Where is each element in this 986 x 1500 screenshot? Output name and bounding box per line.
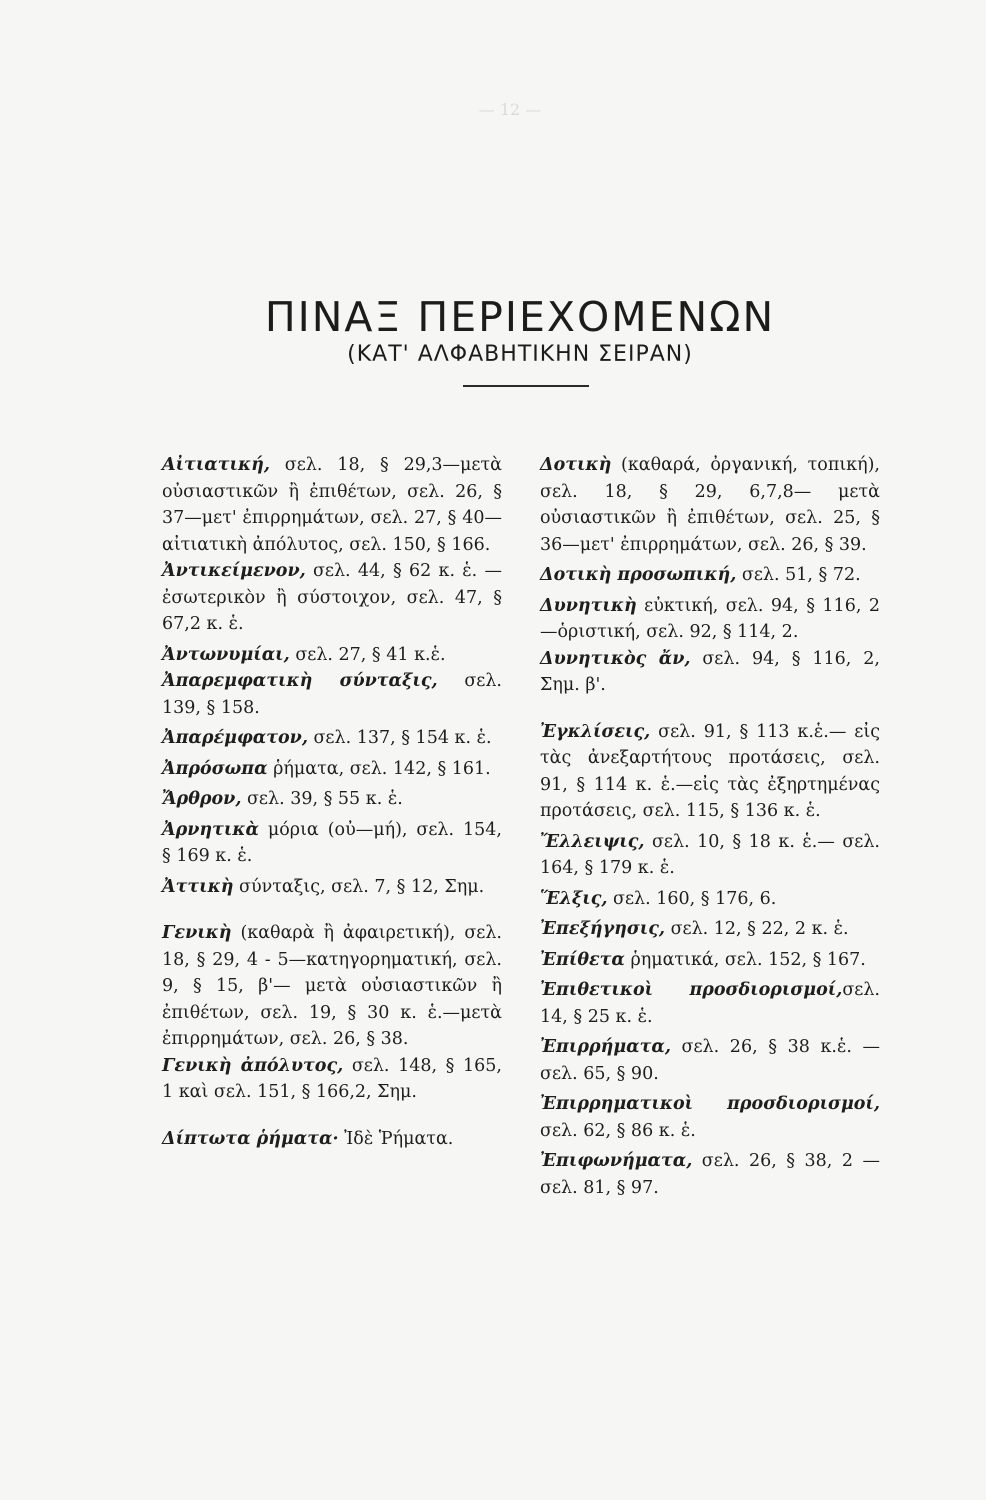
index-entry: Ἐπεξήγησις, σελ. 12, § 22, 2 κ. ἑ.	[540, 919, 849, 939]
index-entry: Γενικὴ (καθαρὰ ἢ ἀφαιρετική), σελ. 18, § 29, 4 - 5—κατηγορηματική, σελ. 9, § 15, β'— μετὰ οὐσιαστικῶν ἢ ἐπιθέτων, σελ. 19, § 30 κ. ἑ.—μετὰ ἐπιρρημάτων, σελ. 26, § 38.	[162, 923, 502, 1049]
index-entry: Δοτικὴ (καθαρά, ὀργανική, τοπική), σελ. 18, § 29, 6,7,8— μετὰ οὐσιαστικῶν ἢ ἐπιθέτων, σελ. 25, § 36—μετ' ἐπιρρημάτων, σελ. 26, § 39.	[540, 455, 880, 555]
index-entry: Ἄρθρον, σελ. 39, § 55 κ. ἑ.	[162, 789, 403, 809]
index-column-left	[162, 452, 502, 1152]
index-entry: Ἀντικείμενον, σελ. 44, § 62 κ. ἑ. — ἐσωτερικὸν ἢ σύστοιχον, σελ. 47, § 67,2 κ. ἑ.	[162, 561, 502, 634]
index-entry: Ἀπαρέμφατον, σελ. 137, § 154 κ. ἑ.	[162, 728, 492, 748]
title-rule	[463, 385, 589, 387]
index-entry: Ἐπιρρήματα, σελ. 26, § 38 κ.ἑ. —σελ. 65, § 90.	[540, 1037, 880, 1084]
index-entry: Δοτικὴ προσωπική, σελ. 51, § 72.	[540, 565, 861, 585]
index-entry: Ἀπαρεμφατικὴ σύνταξις, σελ. 139, § 158.	[162, 671, 502, 718]
index-entry: Ἀττικὴ σύνταξις, σελ. 7, § 12, Σημ.	[162, 876, 485, 897]
index-entry: Δυνητικὴ εὐκτική, σελ. 94, § 116, 2—ὁριστική, σελ. 92, § 114, 2.	[540, 595, 880, 642]
index-entry: Δυνητικὸς ἄν, σελ. 94, § 116, 2, Σημ. β'.	[540, 648, 880, 695]
index-entry: Δίπτωτα ῥήματα· Ἰδὲ Ῥήματα.	[162, 1128, 454, 1149]
index-entry: Ἔλλειψις, σελ. 10, § 18 κ. ἑ.— σελ. 164, § 179 κ. ἑ.	[540, 831, 880, 878]
index-entry: Ἐπίθετα ῥηματικά, σελ. 152, § 167.	[540, 949, 866, 970]
index-entry: Ἀντωνυμίαι, σελ. 27, § 41 κ.ἑ.	[162, 644, 446, 665]
index-entry: Ἕλξις, σελ. 160, § 176, 6.	[540, 888, 777, 909]
index-entry: Ἀρνητικὰ μόρια (οὐ—μή), σελ. 154, § 169 κ. ἑ.	[162, 819, 502, 866]
index-entry: Αἰτιατική, σελ. 18, § 29,3—μετὰ οὐσιαστικῶν ἢ ἐπιθέτων, σελ. 26, § 37—μετ' ἐπιρρημάτων, σελ. 27, § 40—αἰτιατικὴ ἀπόλυτος, σελ. 150, § 166.	[162, 455, 502, 555]
index-entry: Ἐπιφωνήματα, σελ. 26, § 38, 2 —σελ. 81, § 97.	[540, 1151, 880, 1198]
bleed-through-folio: — 12 —	[478, 100, 542, 119]
index-entry: Ἀπρόσωπα ῥήματα, σελ. 142, § 161.	[162, 758, 491, 779]
page-title: ΠΙΝΑΞ ΠΕΡΙΕΧΟΜΕΝΩΝ	[264, 293, 776, 341]
index-entry: Ἐπιθετικοὶ προσδιορισμοί,σελ. 14, § 25 κ. ἑ.	[540, 980, 880, 1027]
index-entry: Γενικὴ ἀπόλυτος, σελ. 148, § 165, 1 καὶ σελ. 151, § 166,2, Σημ.	[162, 1055, 502, 1102]
index-entry: Ἐπιρρηματικοὶ προσδιορισμοί, σελ. 62, § 86 κ. ἑ.	[540, 1094, 880, 1141]
index-column-right	[540, 452, 880, 1201]
index-entry: Ἐγκλίσεις, σελ. 91, § 113 κ.ἑ.— εἰς τὰς ἀνεξαρτήτους προτάσεις, σελ. 91, § 114 κ. ἑ.—εἰς τὰς ἐξηρτημένας προτάσεις, σελ. 115, § 136 κ. ἑ.	[540, 721, 880, 821]
page-subtitle: (ΚΑΤ' ΑΛΦΑΒΗΤΙΚΗΝ ΣΕΙΡΑΝ)	[347, 342, 693, 367]
